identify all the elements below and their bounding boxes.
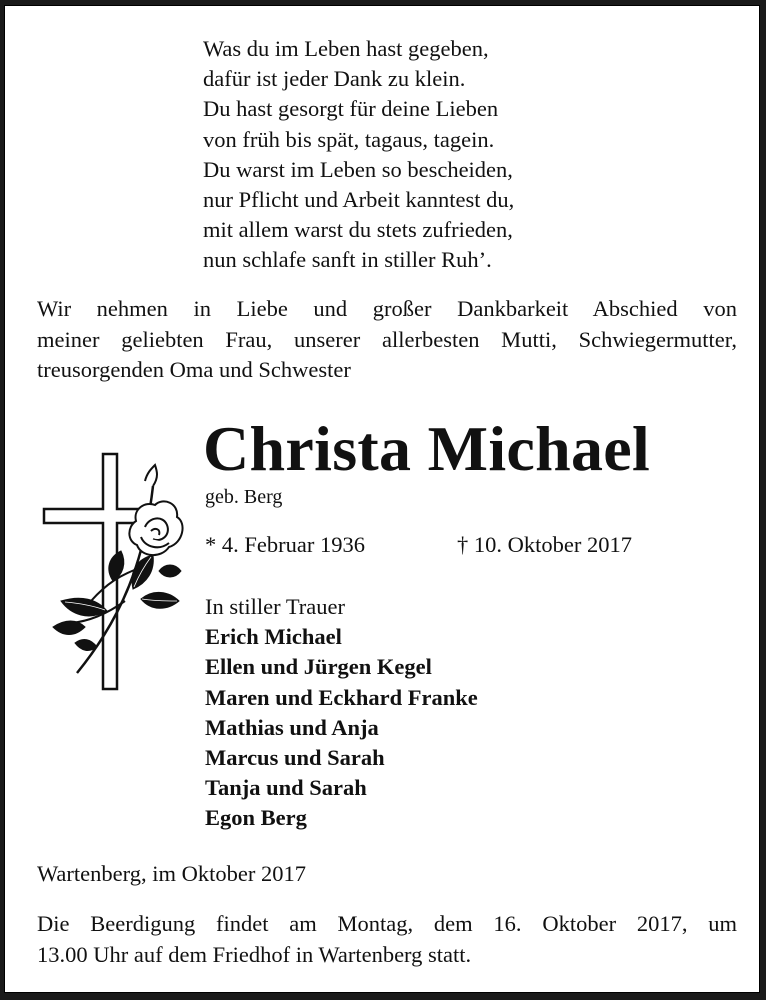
poem-line: Was du im Leben hast gegeben, bbox=[203, 36, 489, 61]
funeral-info bbox=[37, 909, 737, 970]
mourner-name: Tanja und Sarah bbox=[205, 775, 367, 801]
poem-line: von früh bis spät, tagaus, tagein. bbox=[203, 126, 495, 152]
poem-line: mit allem warst du stets zufrieden, bbox=[203, 217, 513, 243]
birth-name: geb. Berg bbox=[205, 486, 283, 508]
birth-date: * 4. Februar 1936 bbox=[205, 532, 365, 557]
mourners-list bbox=[205, 592, 478, 834]
mourning-heading: In stiller Trauer bbox=[205, 594, 345, 619]
intro-line: treusorgenden Oma und Schwester bbox=[37, 357, 351, 382]
mourner-name: Maren und Eckhard Franke bbox=[205, 684, 478, 710]
obituary-notice bbox=[4, 5, 760, 993]
cross-with-rose-icon bbox=[41, 451, 191, 696]
poem-line: nun schlafe sanft in stiller Ruh’. bbox=[203, 247, 492, 273]
intro-line: meiner geliebten Frau, unserer allerbesten Mutti, Schwiegermutter, bbox=[37, 326, 737, 352]
poem bbox=[203, 34, 514, 276]
poem-line: nur Pflicht und Arbeit kanntest du, bbox=[203, 186, 515, 212]
intro-text bbox=[37, 294, 737, 386]
funeral-line: Die Beerdigung findet am Montag, dem 16. Oktober 2017, um bbox=[37, 911, 737, 936]
poem-line: Du hast gesorgt für deine Lieben bbox=[203, 96, 499, 122]
poem-line: dafür ist jeder Dank zu klein. bbox=[203, 66, 466, 92]
mourner-name: Egon Berg bbox=[205, 805, 307, 831]
mourner-name: Mathias und Anja bbox=[205, 714, 379, 740]
poem-line: Du warst im Leben so bescheiden, bbox=[203, 156, 513, 182]
funeral-line: 13.00 Uhr auf dem Friedhof in Wartenberg statt. bbox=[37, 941, 472, 967]
intro-line: Wir nehmen in Liebe und großer Dankbarkeit Abschied von bbox=[37, 296, 737, 321]
death-date: † 10. Oktober 2017 bbox=[457, 532, 632, 557]
place-date: Wartenberg, im Oktober 2017 bbox=[37, 861, 306, 886]
deceased-name: Christa Michael bbox=[203, 413, 651, 484]
mourner-name: Erich Michael bbox=[205, 624, 342, 650]
mourner-name: Marcus und Sarah bbox=[205, 744, 385, 770]
mourner-name: Ellen und Jürgen Kegel bbox=[205, 654, 432, 680]
